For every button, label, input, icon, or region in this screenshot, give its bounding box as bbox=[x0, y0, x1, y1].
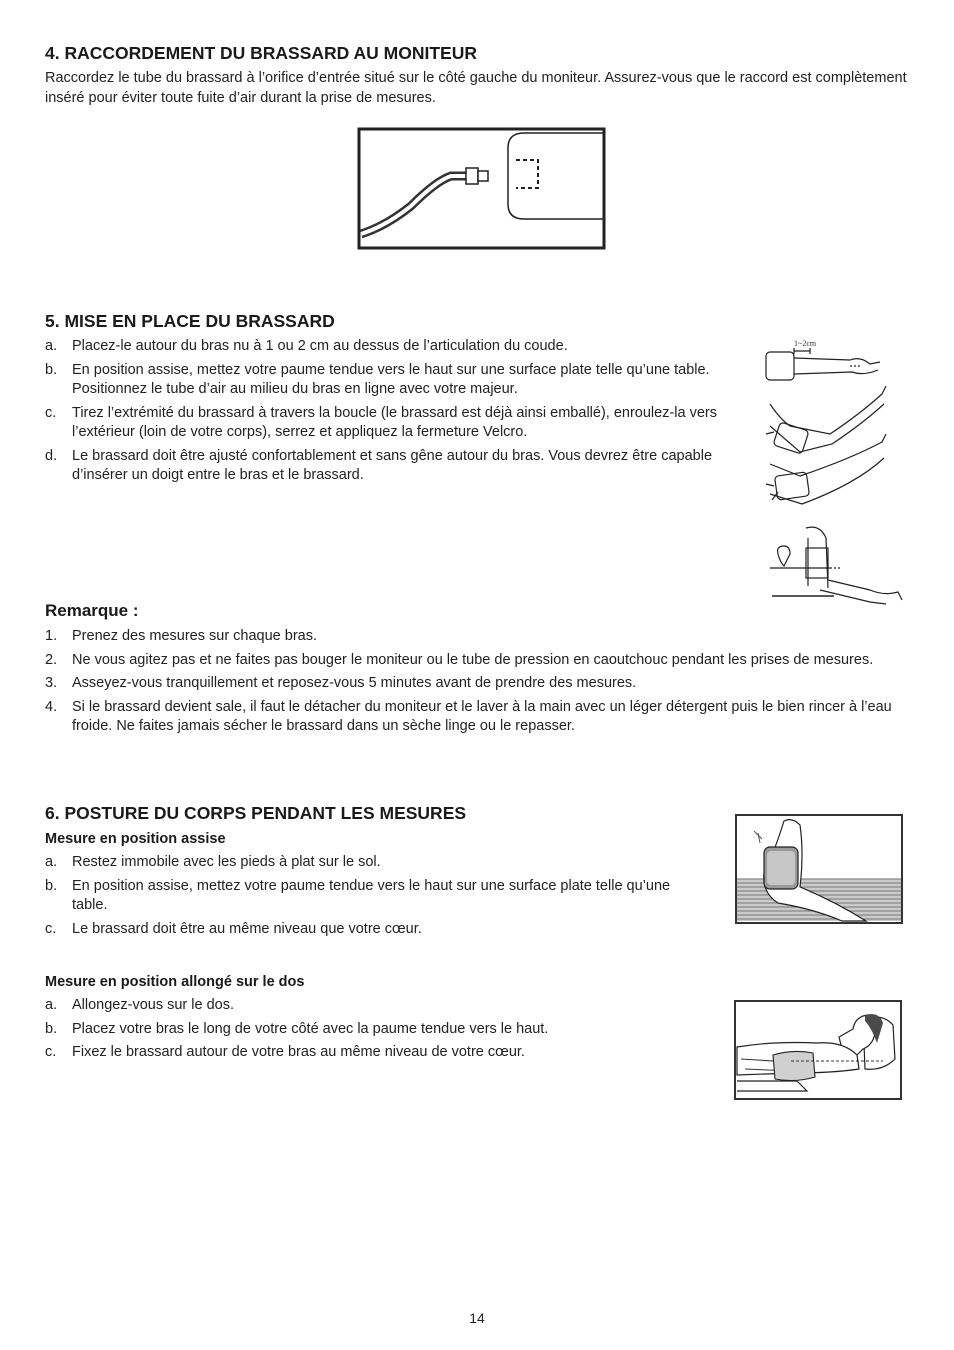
list-item bbox=[45, 404, 740, 443]
list-text: Placez-le autour du bras nu à 1 ou 2 cm au dessus de l’articulation du coude. bbox=[72, 338, 568, 354]
list-item bbox=[45, 1043, 690, 1063]
list-marker: a. bbox=[45, 338, 58, 354]
list-marker: a. bbox=[45, 997, 58, 1013]
list-text: Asseyez-vous tranquillement et reposez-vous 5 minutes avant de prendre des mesures. bbox=[72, 675, 637, 691]
list-marker: 4. bbox=[45, 698, 58, 715]
list-marker: a. bbox=[45, 854, 58, 870]
page-number: 14 bbox=[469, 1310, 485, 1326]
remarque-title: Remarque : bbox=[45, 601, 139, 620]
sitting-list bbox=[45, 853, 690, 943]
list-text: Placez votre bras le long de votre côté avec la paume tendue vers le haut. bbox=[72, 1020, 549, 1037]
list-marker: b. bbox=[45, 877, 58, 894]
remarque-list bbox=[45, 627, 910, 741]
list-marker: c. bbox=[45, 920, 57, 937]
list-item bbox=[45, 698, 910, 737]
list-marker: c. bbox=[45, 1044, 57, 1060]
list-item bbox=[45, 651, 910, 671]
list-item bbox=[45, 447, 740, 486]
list-text: Prenez des mesures sur chaque bras. bbox=[72, 628, 318, 644]
list-marker: 3. bbox=[45, 675, 58, 691]
section-4-text: Raccordez le tube du brassard à l’orifice d’entrée situé sur le côté gauche du moniteur. Assurez-vous que le raccord est complètement inséré pour éviter toute fuite d’air durant la prise de mesures. bbox=[45, 70, 907, 106]
section-5-title: 5. MISE EN PLACE DU BRASSARD bbox=[45, 311, 335, 331]
lying-position-illustration bbox=[733, 999, 903, 1101]
distance-label: 1~2cm bbox=[794, 339, 817, 348]
list-marker: b. bbox=[45, 1020, 58, 1037]
list-marker: d. bbox=[45, 447, 58, 464]
list-item bbox=[45, 1020, 690, 1040]
list-marker: 2. bbox=[45, 651, 58, 668]
cuff-placement-list bbox=[45, 337, 740, 490]
list-item bbox=[45, 996, 690, 1016]
sitting-subtitle: Mesure en position assise bbox=[45, 831, 226, 847]
list-text: Allongez-vous sur le dos. bbox=[72, 997, 234, 1013]
list-item bbox=[45, 674, 910, 694]
lying-subtitle: Mesure en position allongé sur le dos bbox=[45, 974, 305, 990]
list-text: Le brassard doit être ajusté confortablement et sans gêne autour du bras. Vous devrez être capable d’insérer un doigt entre le bras et le brassard. bbox=[72, 447, 713, 483]
list-item bbox=[45, 361, 740, 400]
list-text: Le brassard doit être au même niveau que votre cœur. bbox=[72, 920, 422, 937]
list-text: Ne vous agitez pas et ne faites pas bouger le moniteur ou le tube de pression en caoutchouc pendant les prises de mesures. bbox=[72, 651, 874, 668]
section-6-title: 6. POSTURE DU CORPS PENDANT LES MESURES bbox=[45, 803, 467, 823]
list-text: Fixez le brassard autour de votre bras au même niveau de votre cœur. bbox=[72, 1044, 525, 1060]
cuff-placement-illustration bbox=[760, 334, 910, 609]
section-4-title: 4. RACCORDEMENT DU BRASSARD AU MONITEUR bbox=[45, 43, 477, 63]
list-text: En position assise, mettez votre paume tendue vers le haut sur une surface plate telle qu’une table. Positionnez le tube d’air au milieu du bras en ligne avec votre majeur. bbox=[72, 361, 710, 397]
list-marker: 1. bbox=[45, 628, 58, 644]
cuff-connection-illustration bbox=[356, 126, 608, 252]
list-item bbox=[45, 853, 690, 873]
list-text: En position assise, mettez votre paume tendue vers le haut sur une surface plate telle qu’une table. bbox=[72, 877, 671, 913]
list-text: Restez immobile avec les pieds à plat sur le sol. bbox=[72, 854, 381, 870]
list-item bbox=[45, 920, 690, 940]
list-text: Tirez l’extrémité du brassard à travers la boucle (le brassard est déjà ainsi emballé), enroulez-la vers l’extérieur (loin de votre corps), serrez et appliquez la fermeture Velcro. bbox=[72, 404, 717, 440]
lying-list bbox=[45, 996, 690, 1067]
list-item bbox=[45, 627, 910, 647]
list-marker: c. bbox=[45, 404, 57, 421]
list-marker: b. bbox=[45, 361, 58, 378]
list-item bbox=[45, 337, 740, 357]
sitting-position-illustration bbox=[734, 813, 904, 925]
list-item bbox=[45, 877, 690, 916]
list-text: Si le brassard devient sale, il faut le détacher du moniteur et le laver à la main avec un léger détergent puis le bien rincer à l’eau froide. Ne faites jamais sécher le brassard dans un sèche linge ou le repasser. bbox=[72, 698, 892, 734]
